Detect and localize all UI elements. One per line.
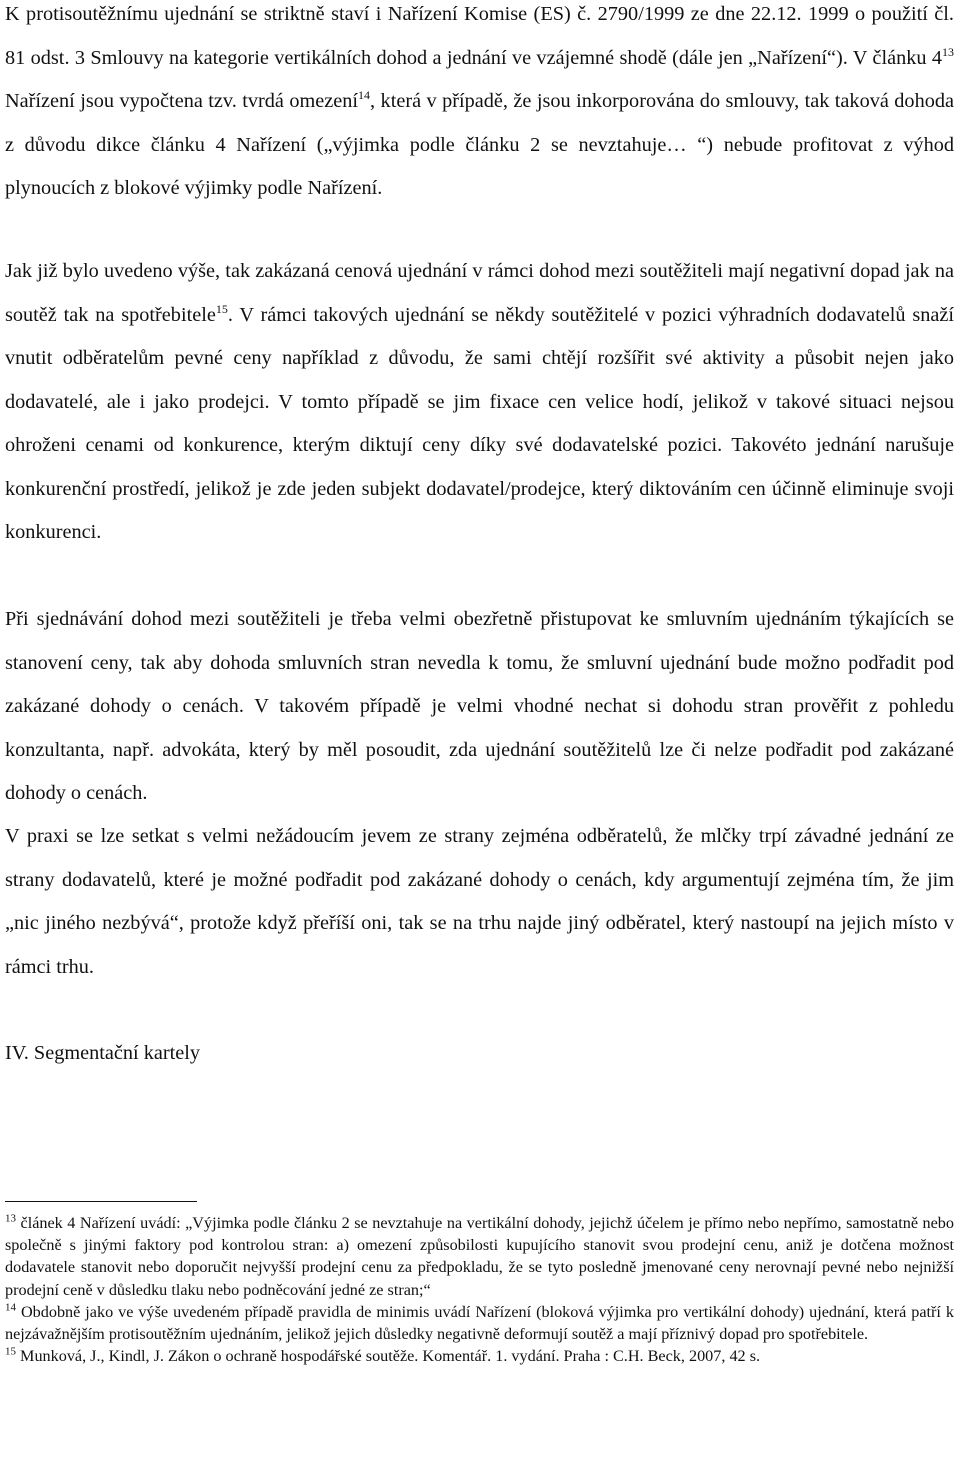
- footnote-13-text: článek 4 Nařízení uvádí: „Výjimka podle článku 2 se nevztahuje na vertikální dohody, jejichž účelem je přímo nebo nepřímo, samostatně nebo společně s jinými faktory pod kontrolou stran: a) omezení způsobilosti kupujícího stanovit svou prodejní cenu, aniž je dotčena možnost dodavatele stanovit nebo doporučit nejvyšší prodejní cenu za předpokladu, že se tyto posledně jmenované ceny nerovnají pevné nebo nejnižší prodejní ceně v důsledku tlaku nebo podněcování jedné ze stran;“: [5, 1214, 954, 1299]
- footnote-13: [5, 1212, 954, 1301]
- paragraph-2: [5, 250, 954, 555]
- footnote-ref-14[interactable]: 14: [358, 88, 371, 103]
- footnote-number-15: 15: [5, 1345, 16, 1358]
- footnote-ref-13[interactable]: 13: [942, 44, 954, 59]
- footnote-15: [5, 1345, 954, 1367]
- footnote-15-text: Munková, J., Kindl, J. Zákon o ochraně hospodářské soutěže. Komentář. 1. vydání. Praha : C.H. Beck, 2007, 42 s.: [16, 1347, 761, 1366]
- footnotes: [5, 1212, 954, 1367]
- paragraph-1-text-a: K protisoutěžnímu ujednání se striktně staví i Nařízení Komise (ES) č. 2790/1999 ze dne 22.12. 1999 o použití čl. 81 odst. 3 Smlouvy na kategorie vertikálních dohod a jednání ve vzájemné shodě (dále jen „Nařízení“). V článku 4: [5, 3, 954, 69]
- paragraph-1: [5, 0, 954, 211]
- paragraph-1-text-c: , která v případě, že jsou inkorporována do smlouvy, tak taková dohoda z důvodu dikce článku 4 Nařízení („výjimka podle článku 2 se nevztahuje… “) nebude profitovat z výhod plynoucích z blokové výjimky podle Nařízení.: [5, 90, 954, 199]
- footnote-number-14: 14: [5, 1301, 16, 1314]
- paragraph-3: Při sjednávání dohod mezi soutěžiteli je třeba velmi obezřetně přistupovat ke smluvním ujednáním týkajících se stanovení ceny, tak aby dohoda smluvních stran nevedla k tomu, že smluvní ujednání bude možno podřadit pod zakázané dohody o cenách. V takovém případě je velmi vhodné nechat si dohodu stran prověřit z pohledu konzultanta, např. advokáta, který by měl posoudit, zda ujednání soutěžitelů lze či nelze podřadit pod zakázané dohody o cenách.: [5, 608, 954, 804]
- paragraph-4: V praxi se lze setkat s velmi nežádoucím jevem ze strany zejména odběratelů, že mlčky trpí závadné jednání ze strany dodavatelů, které je možné podřadit pod zakázané dohody o cenách, kdy argumentují zejména tím, že jim „nic jiného nezbývá“, protože když přeříší oni, tak se na trhu najde jiný odběratel, který nastoupí na jejich místo v rámci trhu.: [5, 825, 954, 978]
- paragraph-1-text-b: Nařízení jsou vypočtena tzv. tvrdá omezení: [5, 90, 359, 112]
- section-heading: IV. Segmentační kartely: [5, 1042, 201, 1064]
- paragraph-2-text-b: . V rámci takových ujednání se někdy soutěžitelé v pozici výhradních dodavatelů snaží vnutit odběratelům pevné ceny například z důvodu, že sami chtějí rozšířit své aktivity a působit nejen jako dodavatelé, ale i jako prodejci. V tomto případě se jim fixace cen velice hodí, jelikož v takové situaci nejsou ohroženi cenami od konkurence, kterým diktují ceny díky své dodavatelské pozici. Takovéto jednání narušuje konkurenční prostředí, jelikož je zde jeden subjekt dodavatel/prodejce, který diktováním cen účinně eliminuje svoji konkurenci.: [5, 303, 954, 543]
- footnote-ref-15[interactable]: 15: [215, 301, 228, 316]
- footnote-number-13: 13: [5, 1212, 16, 1225]
- paragraph-2-text-a: Jak již bylo uvedeno výše, tak zakázaná cenová ujednání v rámci dohod mezi soutěžiteli mají negativní dopad jak na soutěž tak na spotřebitele: [5, 260, 954, 326]
- footnote-14-text: Obdobně jako ve výše uvedeném případě pravidla de minimis uvádí Nařízení (bloková výjimka pro vertikální dohody) ujednání, která patří k nejzávažnějším protisoutěžním ujednáním, jelikož jejich důsledky negativně deformují soutěž a mají příznivý dopad pro spotřebitele.: [5, 1302, 954, 1344]
- footnote-separator: [5, 1201, 197, 1202]
- footnote-14: [5, 1301, 954, 1345]
